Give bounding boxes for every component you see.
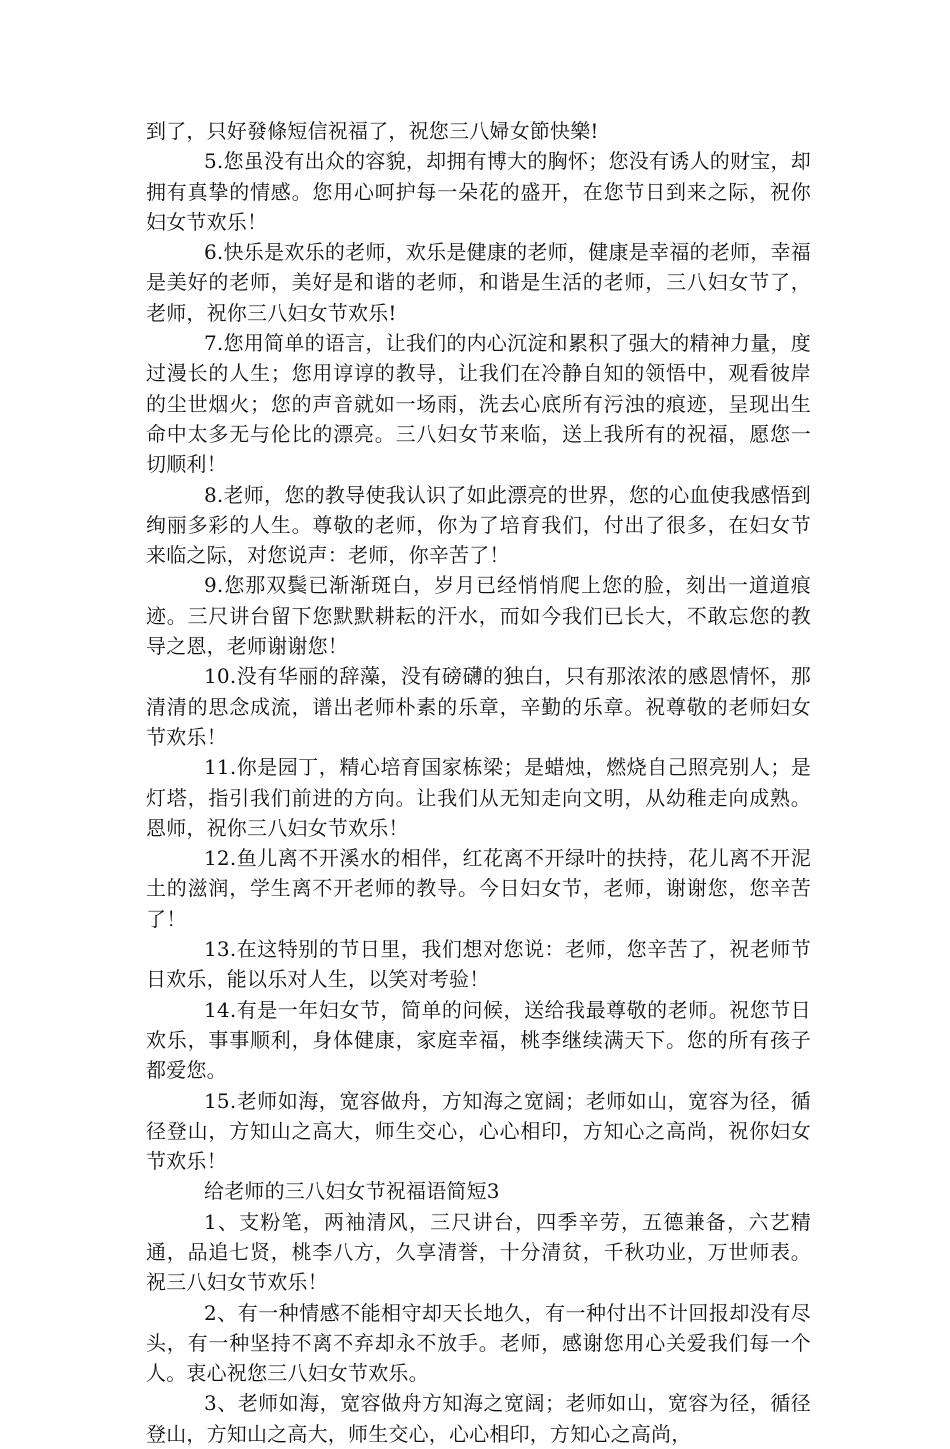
paragraph-item-12: 12.鱼儿离不开溪水的相伴，红花离不开绿叶的扶持，花儿离不开泥土的滋润，学生离不开老师的教导。今日妇女节，老师，谢谢您，您辛苦了！: [146, 846, 811, 931]
paragraph-item-15: 15.老师如海，宽容做舟，方知海之宽阔；老师如山，宽容为径，循径登山，方知山之高大，师生交心，心心相印，方知心之高尚，祝你妇女节欢乐！: [146, 1088, 811, 1174]
paragraph-item-14: 14.有是一年妇女节，简单的问候，送给我最尊敬的老师。祝您节日欢乐，事事顺利，身体健康，家庭幸福，桃李继续满天下。您的所有孩子都爱您。: [146, 997, 811, 1083]
paragraph-item-8: 8.老师，您的教导使我认识了如此漂亮的世界，您的心血使我感悟到绚丽多彩的人生。尊敬的老师，你为了培育我们，付出了很多，在妇女节来临之际，对您说声：老师，你辛苦了！: [146, 482, 811, 568]
paragraph-item-6: 6.快乐是欢乐的老师，欢乐是健康的老师，健康是幸福的老师，幸福是美好的老师，美好是和谐的老师，和谐是生活的老师，三八妇女节了，老师，祝你三八妇女节欢乐!: [146, 240, 811, 325]
paragraph-section3-item-1: 1、支粉笔，两袖清风，三尺讲台，四季辛劳，五德兼备，六艺精通，品追七贤，桃李八方，久享清誉，十分清贫，千秋功业，万世师表。祝三八妇女节欢乐！: [146, 1209, 811, 1295]
section-heading: 给老师的三八妇女节祝福语简短3: [204, 1179, 500, 1204]
paragraph-item-13: 13.在这特别的节日里，我们想对您说：老师，您辛苦了，祝老师节日欢乐，能以乐对人生，以笑对考验！: [146, 937, 811, 992]
paragraph-item-9: 9.您那双鬓已渐渐斑白，岁月已经悄悄爬上您的脸，刻出一道道痕迹。三尺讲台留下您默默耕耘的汗水，而如今我们已长大，不敢忘您的教导之恩，老师谢谢您！: [146, 573, 811, 659]
paragraph-item-7: 7.您用简单的语言，让我们的内心沉淀和累积了强大的精神力量，度过漫长的人生；您用谆谆的教导，让我们在冷静自知的领悟中，观看彼岸的尘世烟火；您的声音就如一场雨，洗去心底所有污浊的痕迹，呈现出生命中太多无与伦比的漂亮。三八妇女节来临，送上我所有的祝福，愿您一切顺利！: [146, 331, 811, 477]
paragraph-continuation: 到了，只好發條短信祝福了，祝您三八婦女節快樂!: [146, 119, 599, 143]
paragraph-item-5: 5.您虽没有出众的容貌，却拥有博大的胸怀；您没有诱人的财宝，却拥有真挚的情感。您用心呵护每一朵花的盛开，在您节日到来之际，祝你妇女节欢乐！: [146, 149, 811, 234]
document-body: [146, 116, 811, 1449]
paragraph-section3-item-3: 3、老师如海，宽容做舟方知海之宽阔；老师如山，宽容为径，循径登山，方知山之高大，师生交心，心心相印，方知心之高尚，: [146, 1391, 811, 1446]
paragraph-item-10: 10.没有华丽的辞藻，没有磅礴的独白，只有那浓浓的感恩情怀，那清清的思念成流，谱出老师朴素的乐章，辛勤的乐章。祝尊敬的老师妇女节欢乐！: [146, 664, 811, 749]
paragraph-item-11: 11.你是园丁，精心培育国家栋梁；是蜡烛，燃烧自己照亮别人；是灯塔，指引我们前进的方向。让我们从无知走向文明，从幼稚走向成熟。恩师，祝你三八妇女节欢乐！: [146, 755, 811, 840]
paragraph-section3-item-2: 2、有一种情感不能相守却天长地久，有一种付出不计回报却没有尽头，有一种坚持不离不弃却永不放手。老师，感谢您用心关爱我们每一个人。衷心祝您三八妇女节欢乐。: [146, 1300, 811, 1386]
